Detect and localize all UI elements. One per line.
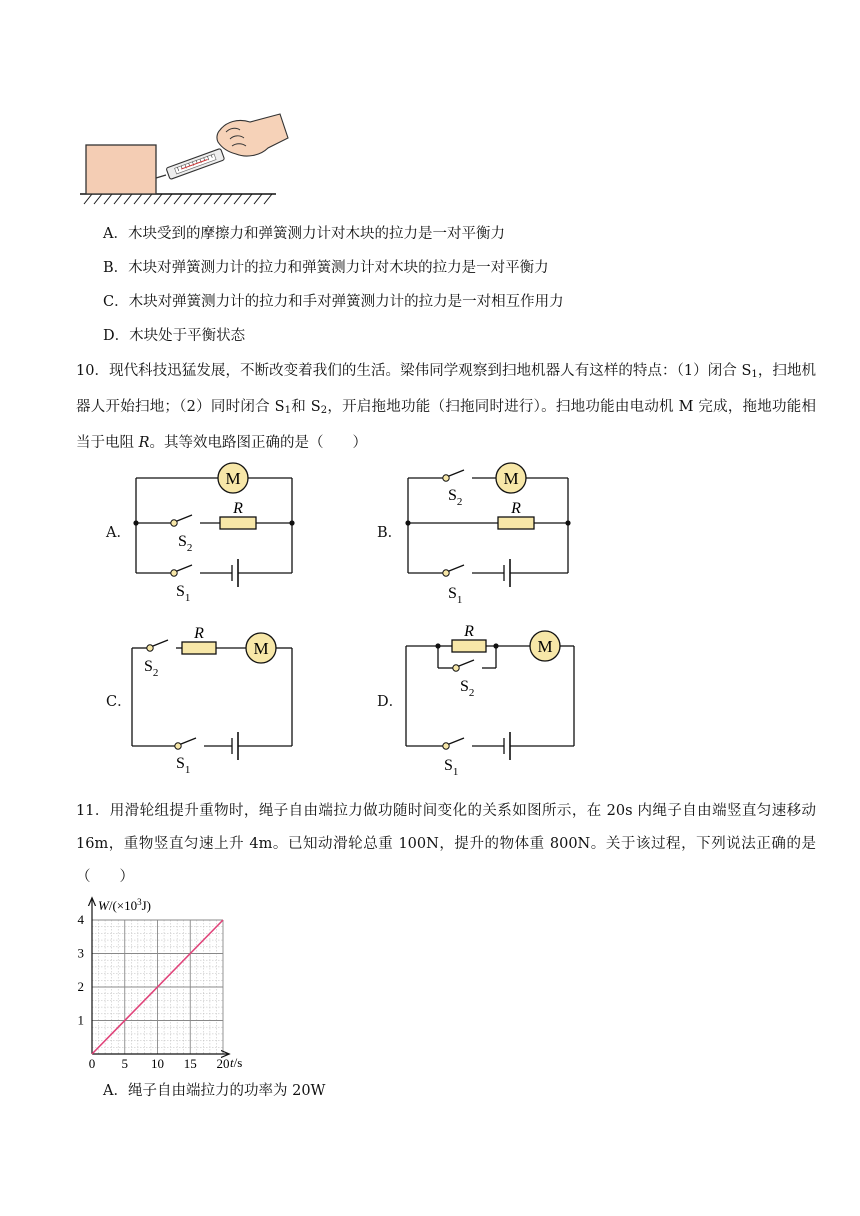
svg-text:S1: $S_1$ (444, 757, 459, 778)
svg-text:R: R (233, 500, 243, 517)
q9-figure (80, 108, 290, 208)
y-tick-label: 4 (77, 912, 84, 927)
y-tick-label: 2 (77, 979, 84, 994)
svg-text:R: R (511, 500, 521, 517)
y-tick-label: 1 (77, 1012, 84, 1028)
svg-text:M: M (537, 637, 553, 656)
svg-text:S2: $S_2$ (178, 533, 193, 554)
q9-option-d[interactable]: D．木块处于平衡状态 (103, 328, 246, 344)
q9-option-a[interactable]: A．木块受到的摩擦力和弹簧测力计对木块的拉力是一对平衡力 (103, 226, 505, 242)
svg-text:S1: $S_1$ (176, 755, 191, 776)
x-tick-label: 10 (151, 1056, 164, 1071)
svg-text:S2: $S_2$ (144, 658, 159, 679)
wood-block (86, 145, 156, 194)
q9-option-b[interactable]: B．木块对弹簧测力计的拉力和弹簧测力计对木块的拉力是一对平衡力 (103, 260, 549, 276)
circuit-d-label[interactable]: D． (377, 694, 404, 710)
circuit-a (120, 458, 310, 608)
svg-text:S2: $S_2$ (448, 487, 463, 508)
x-tick-label: 15 (183, 1056, 197, 1071)
x-tick-label: 5 (121, 1056, 128, 1071)
q11-work-time-chart (70, 893, 270, 1073)
q9-option-c[interactable]: C．木块对弹簧测力计的拉力和手对弹簧测力计的拉力是一对相互作用力 (103, 294, 564, 310)
circuit-c (120, 626, 310, 778)
hand (217, 114, 288, 156)
circuit-a-label[interactable]: A． (106, 525, 131, 541)
y-axis-label: $W/(\times 10^3J)$ (98, 897, 152, 913)
svg-text:S2: $S_2$ (460, 678, 475, 699)
svg-text:M: M (503, 469, 519, 488)
svg-text:S1: $S_1$ (176, 583, 191, 604)
svg-text:M: M (253, 639, 269, 658)
q10-stem: 10．现代科技迅猛发展，不断改变着我们的生活。梁伟同学观察到扫地机器人有这样的特点：（1）闭合 $S_1$，扫地机器人开始扫地；（2）同时闭合 $S_1$和 $S_2$，开启拖地功能（扫拖同时进行）。扫地功能由电动机 M 完成，拖地功能相当于电阻 R。其等效电路图正确的是（ ） (76, 363, 817, 451)
x-tick-label: 0 (88, 1056, 96, 1071)
svg-text:R: R (194, 626, 204, 642)
x-axis-label: t/s (230, 1055, 243, 1070)
svg-text:S1: $S_1$ (448, 585, 463, 606)
q11-option-a[interactable]: A．绳子自由端拉力的功率为 20W (103, 1083, 326, 1099)
q11-stem: 11．用滑轮组提升重物时，绳子自由端拉力做功随时间变化的关系如图所示，在 20s 内绳子自由端竖直匀速移动 16m，重物竖直匀速上升 4m。已知动滑轮总重 100N，提升的物体重 800N。关于该过程，下列说法正确的是（ ） (76, 803, 816, 885)
circuit-d (392, 618, 588, 780)
y-tick-label: 3 (77, 945, 84, 961)
circuit-b (392, 458, 582, 608)
circuit-c-label[interactable]: C． (106, 694, 132, 710)
spring-scale (166, 148, 225, 179)
svg-text:R: R (464, 623, 474, 640)
x-tick-label: 20 (216, 1056, 230, 1071)
circuit-b-label[interactable]: B． (377, 525, 403, 541)
svg-text:M: M (225, 469, 241, 488)
